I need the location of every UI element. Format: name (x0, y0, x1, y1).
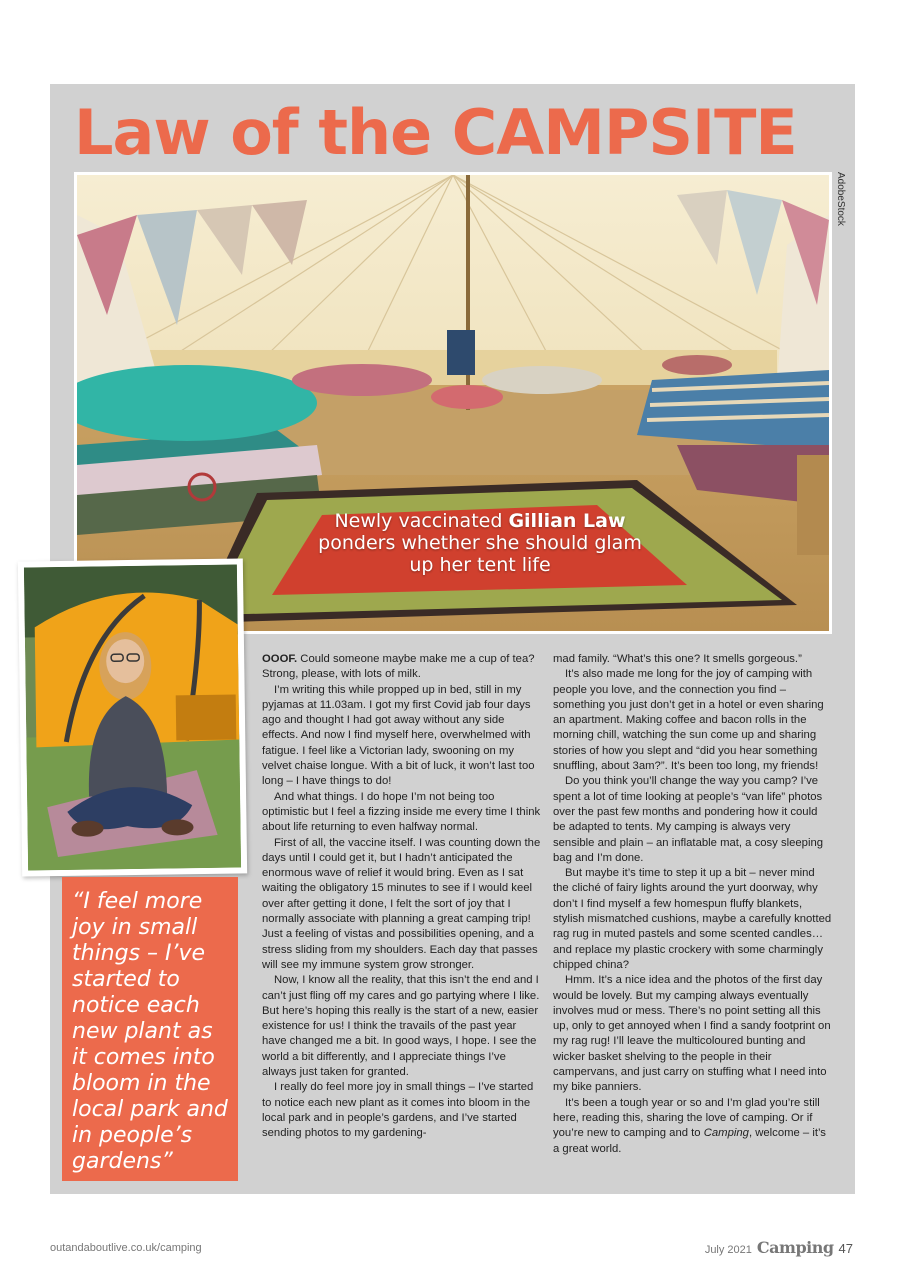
author-name: Gillian Law (508, 510, 626, 532)
paragraph-end: , welcome – it’s a great world. (553, 1127, 826, 1155)
footer-url: outandaboutlive.co.uk/camping (50, 1242, 202, 1254)
photo-caption (310, 510, 650, 576)
paragraph: Now, I know all the reality, that this isn’t the end and I can’t just fling off my cares and go partying where I like. But here’s hoping this really is the start of a new, easier existence for us! I think the travails of the past year have changed me a bit. In good ways, I hope. I see the world a bit differently, and I appreciate things I’ve always just taken for granted. (262, 974, 540, 1079)
article-column-1 (262, 652, 542, 1142)
paragraph: It’s also made me long for the joy of camping with people you love, and the connection you find – something you just don’t get in a hotel or even sharing an apartment. Making coffee and bacon rolls in the morning chill, watching the sun come up and sharing stories of how you slept and “did you hear something snuffling, about 3am?”. It’s been too long, my friends! (553, 668, 824, 773)
footer-folio (705, 1238, 853, 1257)
paragraph: First of all, the vaccine itself. I was counting down the days until I could get it, but I hadn’t anticipated the enormous wave of relief it would bring. Even as I sat waiting the obligatory 15 minutes to see if I would keel over after getting it done, I felt the sort of joy that I normally associate with planning a great camping trip! Just a feeling of vistas and possibilities opening, and a stress sliding from my shoulders. Each day that passes will see my immune system grow stronger. (262, 836, 541, 971)
paragraph: Do you think you’ll change the way you camp? I’ve spent a lot of time looking at people’s “van life” photos over the past few months and pondering how it could be adapted to tents. My camping is always very sensible and plain – an inflatable mat, a cosy sleeping bag and I’m done. (553, 775, 824, 864)
paragraph-text: It’s been a tough year or so and I’m glad you’re still here, reading this, sharing the love of camping. Or if you’re new to camping and to (553, 1096, 820, 1140)
pull-quote-box (62, 877, 238, 1181)
author-portrait (18, 558, 247, 876)
paragraph: I’m writing this while propped up in bed, still in my pyjamas at 11.03am. I got my first Covid jab four days ago and thought I had got away without any side effects. And now I find myself here, overwhelmed with fatigue. I feel like a Victorian lady, swooning on my velvet chaise longue. With a bit of luck, it won’t last too long – I have things to do! (262, 683, 535, 788)
portrait-illustration (24, 565, 241, 871)
photo-credit: AdobeStock (835, 172, 846, 226)
headline: Law of the CAMPSITE (74, 96, 797, 169)
lead-word: OOOF. (262, 653, 298, 665)
paragraph: Hmm. It’s a nice idea and the photos of the first day would be lovely. But my camping always eventually involves mud or mess. There’s no point setting all this up, only to get annoyed when I find a sandy footprint on my rag rug! I’ll leave the multicoloured bunting and wicker basket shelving to the people in their campervans, and just carry on stuffing what I need into my bike panniers. (553, 974, 831, 1094)
paragraph (262, 652, 542, 683)
paragraph: mad family. “What’s this one? It smells gorgeous.” (553, 653, 802, 665)
magazine-name: Camping (703, 1127, 749, 1140)
caption-intro: Newly vaccinated (334, 510, 509, 532)
paragraph (553, 1096, 833, 1157)
magazine-brand: Camping (756, 1238, 834, 1257)
article-column-2 (553, 652, 833, 1157)
paragraph: And what things. I do hope I’m not being too optimistic but I feel a fizzing inside me every time I think about life returning to even halfway normal. (262, 790, 541, 834)
pull-quote: “I feel more joy in small things – I’ve started to notice each new plant as it comes into bloom in the local park and in people’s gardens” (72, 889, 228, 1174)
page-number: 47 (838, 1241, 853, 1256)
paragraph: I really do feel more joy in small things – I’ve started to notice each new plant as it comes into bloom in the local park and in people’s gardens, and I’ve started sending photos to my gardening- (262, 1081, 534, 1140)
issue-date: July 2021 (704, 1244, 752, 1256)
paragraph-text: Could someone maybe make me a cup of tea? Strong, please, with lots of milk. (262, 653, 535, 681)
caption-rest: ponders whether she should glam up her tent life (318, 532, 642, 576)
paragraph: But maybe it’s time to step it up a bit – never mind the cliché of fairy lights around the yurt doorway, why don’t I find myself a few homespun fluffy blankets, stylish mismatched cushions, maybe a carefully knotted rag rug in muted pastels and some scented candles… and replace my plastic crockery with some charmingly chipped china? (553, 867, 832, 971)
